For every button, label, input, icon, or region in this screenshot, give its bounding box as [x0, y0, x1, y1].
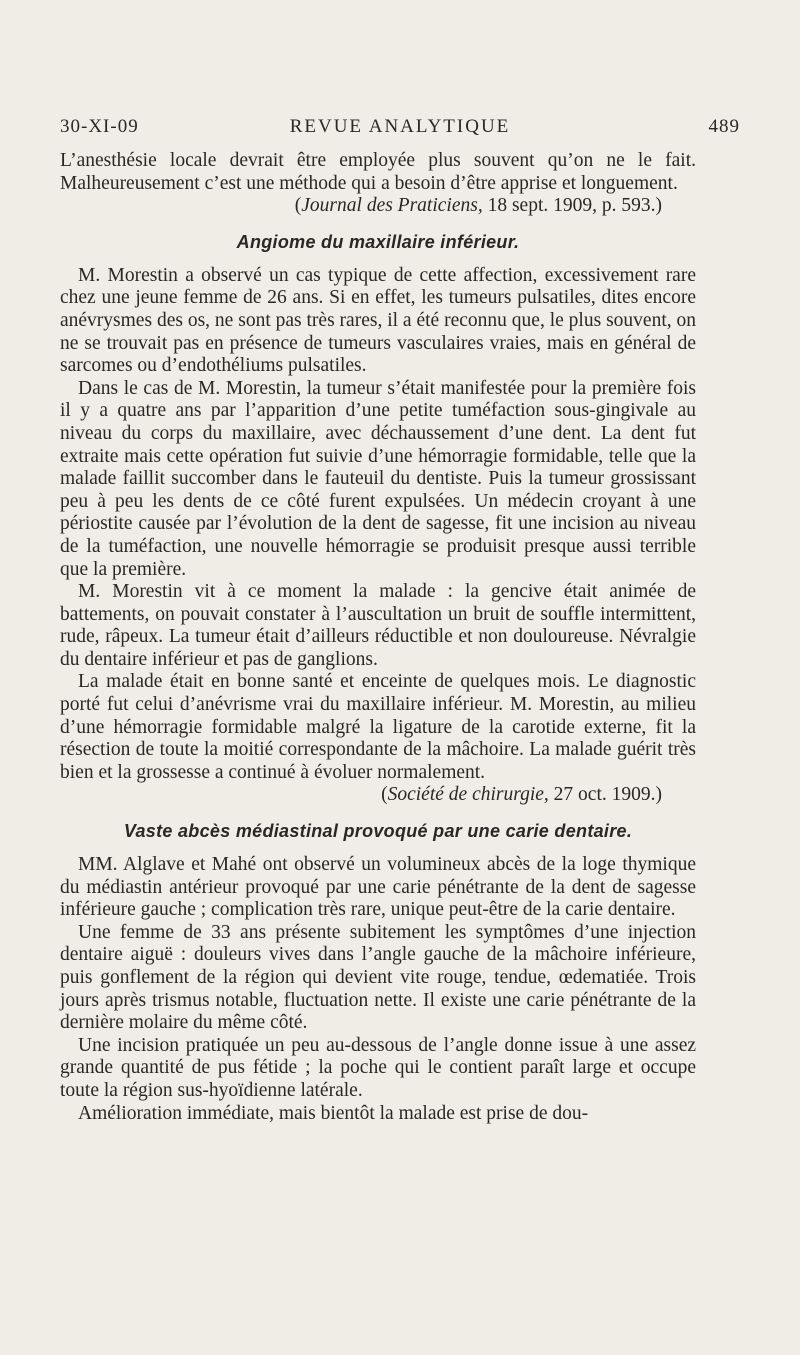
running-header [60, 116, 740, 146]
paragraph: MM. Alglave et Mahé ont observé un volumineux abcès de la loge thymique du médiastin antérieur provoqué par une carie pénétrante de la dent de sagesse inférieure gauche ; complication très rare, unique peut-être de la carie dentaire. [60, 854, 696, 921]
paragraph: M. Morestin vit à ce moment la malade : la gencive était animée de battements, on pouvait constater à l’auscultation un bruit de souffle intermittent, rude, râpeux. La tumeur était d’ailleurs réductible et non douloureuse. Névralgie du dentaire inférieur et pas de ganglions. [60, 581, 696, 670]
header-journal-title: REVUE ANALYTIQUE [289, 116, 511, 137]
header-date: 30-XI-09 [60, 116, 139, 137]
intro-paragraph: L’anesthésie locale devrait être employée plus souvent qu’on ne le fait. Malheureusement c’est une méthode qui a besoin d’être apprise et longuement. [60, 150, 696, 194]
section-title-abces: Vaste abcès médiastinal provoqué par une carie dentaire. [123, 821, 633, 842]
paragraph: Une incision pratiquée un peu au-dessous de l’angle donne issue à une assez grande quantité de pus fétide ; la poche qui le contient paraît large et occupe toute la région sus-hyoïdienne latérale. [60, 1034, 696, 1101]
section1-citation: (Société de chirurgie, 27 oct. 1909.) [381, 784, 662, 806]
paragraph: Amélioration immédiate, mais bientôt la malade est prise de dou- [78, 1102, 589, 1124]
citation-source: Société de chirurgie, [387, 784, 549, 806]
paragraph: La malade était en bonne santé et enceinte de quelques mois. Le diagnostic porté fut celui d’anévrisme vrai du maxillaire inférieur. M. Morestin, au milieu d’une hémorragie formidable malgré la ligature de la carotide externe, fit la résection de toute la moitié correspondante de la mâchoire. La malade guérit très bien et la grossesse a continué à évoluer normalement. [60, 671, 696, 783]
article-body [60, 150, 696, 1125]
citation-source: Journal des Praticiens, [301, 195, 483, 217]
paragraph: Dans le cas de M. Morestin, la tumeur s’était manifestée pour la première fois il y a quatre ans par l’apparition d’une petite tuméfaction sous-gingivale au niveau du corps du maxillaire, avec déchaussement d’une dent. La dent fut extraite mais cette opération fut suivie d’une hémorragie formidable, telle que la malade faillit succomber dans le fauteuil du dentiste. Puis la tumeur grossissant peu à peu les dents de ce côté furent expulsées. Un médecin croyant à une périostite causée par l’évolution de la dent de sagesse, fit une incision au niveau de la tuméfaction, une nouvelle hémorragie se produisit presque aussi terrible que la première. [60, 377, 696, 580]
paragraph: Une femme de 33 ans présente subitement les symptômes d’une injection dentaire aiguë : douleurs vives dans l’angle gauche de la mâchoire inférieure, puis gonflement de la région qui devient vite rouge, tendue, œdematiée. Trois jours après trismus notable, fluctuation nette. Il existe une carie pénétrante de la dernière molaire du même côté. [60, 921, 696, 1034]
page-number: 489 [708, 116, 740, 137]
intro-citation: (Journal des Praticiens, 18 sept. 1909, p. 593.) [294, 195, 662, 217]
paragraph: M. Morestin a observé un cas typique de cette affection, excessivement rare chez une jeune femme de 26 ans. Si en effet, les tumeurs pulsatiles, dites encore anévrysmes des os, ne sont pas très rares, il a été reconnu que, le plus souvent, on ne se trouvait pas en présence de tumeurs vasculaires vraies, mais en général de sarcomes ou d’endothéliums pulsatiles. [60, 264, 696, 377]
section-title-angiome: Angiome du maxillaire inférieur. [236, 231, 520, 252]
